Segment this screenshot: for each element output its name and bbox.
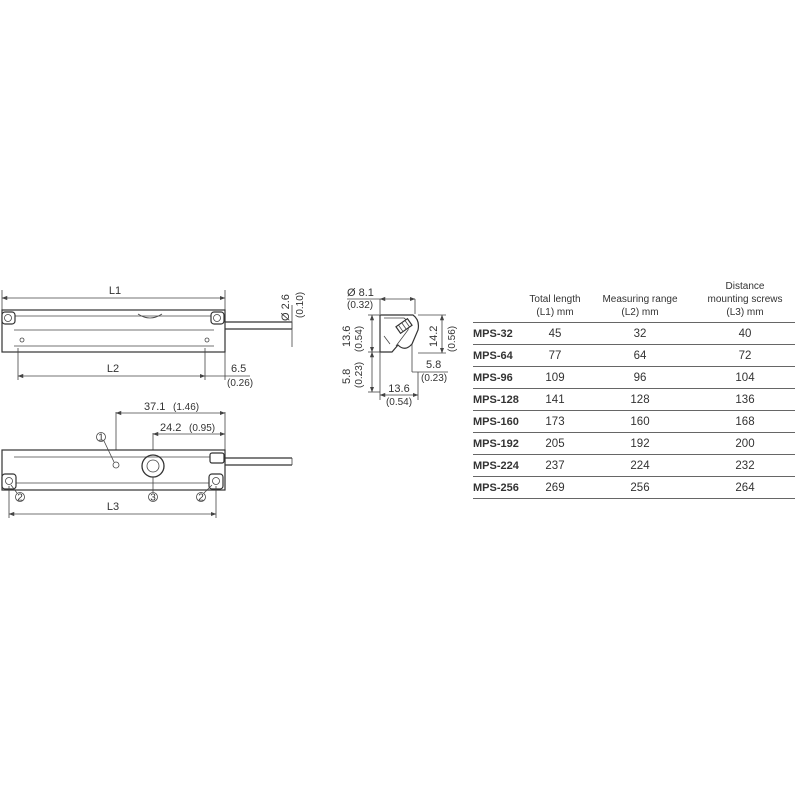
total-length-header — [525, 280, 585, 323]
dia-value: Ø 8.1 — [347, 287, 374, 299]
base-right-inch: (0.23) — [421, 373, 448, 384]
base-value: 5.8 — [341, 368, 353, 384]
l1-cell: 45 — [525, 323, 585, 345]
top-view — [2, 285, 306, 389]
dimension-37-1: 37.1 — [144, 401, 166, 413]
l2-cell: 192 — [585, 433, 695, 455]
model-cell: MPS-224 — [473, 455, 525, 477]
l2-cell: 128 — [585, 389, 695, 411]
height-inch: (0.54) — [354, 325, 365, 352]
callout-2-left: 2 — [17, 492, 23, 504]
header-label: Measuring range (L2) mm — [602, 294, 678, 318]
model-cell: MPS-96 — [473, 367, 525, 389]
l3-cell: 72 — [695, 345, 795, 367]
bottom-view — [2, 401, 292, 518]
measuring-range-header — [585, 280, 695, 323]
l2-cell: 160 — [585, 411, 695, 433]
dimension-24-2: 24.2 — [160, 422, 182, 434]
l1-cell: 141 — [525, 389, 585, 411]
offset-inch: (0.26) — [227, 378, 254, 389]
l2-cell: 32 — [585, 323, 695, 345]
dimension-24-2-inch: (0.95) — [189, 423, 216, 434]
l1-cell: 173 — [525, 411, 585, 433]
table-row — [473, 455, 795, 477]
l1-label: L1 — [108, 285, 122, 297]
callout-3: 3 — [150, 492, 156, 504]
height-value: 13.6 — [341, 325, 353, 347]
l3-cell: 264 — [695, 477, 795, 499]
cable-diameter: Ø 2.6 — [280, 294, 292, 321]
base-inch: (0.23) — [354, 361, 365, 388]
table-row — [473, 367, 795, 389]
mounting-distance-header — [695, 280, 795, 323]
cable-diameter-inch: (0.10) — [295, 291, 306, 318]
table-row — [473, 345, 795, 367]
l3-cell: 136 — [695, 389, 795, 411]
total-height-inch: (0.56) — [447, 325, 458, 352]
callout-2-right: 2 — [198, 492, 204, 504]
model-cell: MPS-192 — [473, 433, 525, 455]
width-inch: (0.54) — [385, 397, 413, 408]
table-header-row — [473, 280, 795, 323]
l2-cell: 224 — [585, 455, 695, 477]
model-cell: MPS-256 — [473, 477, 525, 499]
model-cell: MPS-128 — [473, 389, 525, 411]
header-label: Distance mounting screws (L3) mm — [707, 281, 783, 318]
l1-cell: 269 — [525, 477, 585, 499]
offset-value: 6.5 — [231, 363, 247, 375]
table-row — [473, 389, 795, 411]
callout-1: 1 — [98, 432, 104, 444]
l3-label: L3 — [106, 501, 120, 513]
l1-cell: 109 — [525, 367, 585, 389]
l1-cell: 205 — [525, 433, 585, 455]
table-row — [473, 411, 795, 433]
sensor-housing-bottom — [2, 450, 225, 490]
l1-cell: 77 — [525, 345, 585, 367]
model-cell: MPS-160 — [473, 411, 525, 433]
dimensions-table — [473, 280, 795, 499]
l3-cell: 232 — [695, 455, 795, 477]
table-row — [473, 477, 795, 499]
l2-cell: 64 — [585, 345, 695, 367]
l2-cell: 96 — [585, 367, 695, 389]
dimension-37-1-inch: (1.46) — [173, 402, 200, 413]
table-row — [473, 323, 795, 345]
side-view — [341, 287, 458, 408]
header-label: Total length (L1) mm — [529, 294, 581, 318]
l3-cell: 168 — [695, 411, 795, 433]
l3-cell: 40 — [695, 323, 795, 345]
l2-cell: 256 — [585, 477, 695, 499]
model-cell: MPS-64 — [473, 345, 525, 367]
l1-cell: 237 — [525, 455, 585, 477]
table-row — [473, 433, 795, 455]
dia-inch: (0.32) — [347, 300, 374, 311]
width-value: 13.6 — [388, 383, 410, 395]
total-height-value: 14.2 — [428, 325, 440, 347]
model-cell: MPS-32 — [473, 323, 525, 345]
base-right-value: 5.8 — [426, 359, 442, 371]
l3-cell: 104 — [695, 367, 795, 389]
l2-label: L2 — [106, 363, 120, 375]
model-header — [473, 280, 525, 323]
profile-section — [380, 315, 418, 352]
l3-cell: 200 — [695, 433, 795, 455]
